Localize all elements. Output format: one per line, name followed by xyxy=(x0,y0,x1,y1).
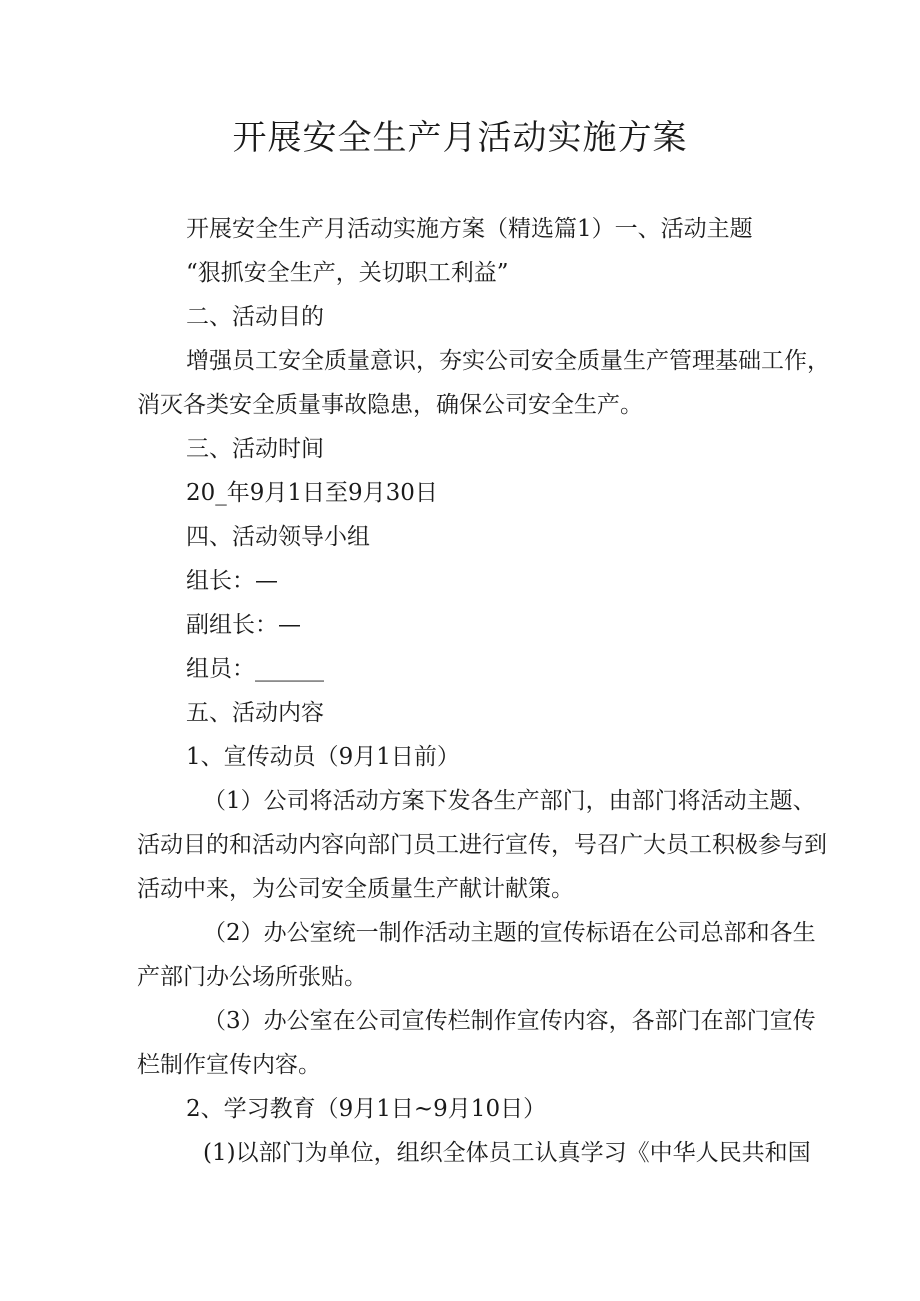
paragraph-line: “狠抓安全生产，关切职工利益” xyxy=(186,260,509,286)
subsection-heading: 2、学习教育（9月1日~9月10日） xyxy=(186,1096,547,1122)
paragraph-line: 栏制作宣传内容。 xyxy=(137,1052,321,1078)
paragraph-line: 20_年9月1日至9月30日 xyxy=(186,480,438,506)
document-title: 开展安全生产月活动实施方案 xyxy=(232,118,688,158)
paragraph-line: （1）公司将活动方案下发各生产部门，由部门将活动主题、 xyxy=(203,788,816,814)
paragraph-line: 组员：______ xyxy=(186,656,324,682)
paragraph-line: 增强员工安全质量意识，夯实公司安全质量生产管理基础工作， xyxy=(186,348,830,374)
paragraph-line: 开展安全生产月活动实施方案（精选篇1）一、活动主题 xyxy=(186,216,753,242)
paragraph-line: 活动目的和活动内容向部门员工进行宣传，号召广大员工积极参与到 xyxy=(137,832,827,858)
section-heading: 二、活动目的 xyxy=(186,304,324,330)
paragraph-line: （2）办公室统一制作活动主题的宣传标语在公司总部和各生 xyxy=(203,920,816,946)
paragraph-line: 消灭各类安全质量事故隐患，确保公司安全生产。 xyxy=(137,392,643,418)
paragraph-line: 产部门办公场所张贴。 xyxy=(137,964,367,990)
paragraph-line: 活动中来，为公司安全质量生产献计献策。 xyxy=(137,876,574,902)
paragraph-line: （3）办公室在公司宣传栏制作宣传内容，各部门在部门宣传 xyxy=(203,1008,816,1034)
paragraph-line: 组长：— xyxy=(186,568,278,594)
section-heading: 五、活动内容 xyxy=(186,700,324,726)
subsection-heading: 1、宣传动员（9月1日前） xyxy=(186,744,460,770)
section-heading: 三、活动时间 xyxy=(186,436,324,462)
paragraph-line: (1)以部门为单位，组织全体员工认真学习《中华人民共和国 xyxy=(203,1140,811,1166)
section-heading: 四、活动领导小组 xyxy=(186,524,370,550)
paragraph-line: 副组长：— xyxy=(186,612,301,638)
